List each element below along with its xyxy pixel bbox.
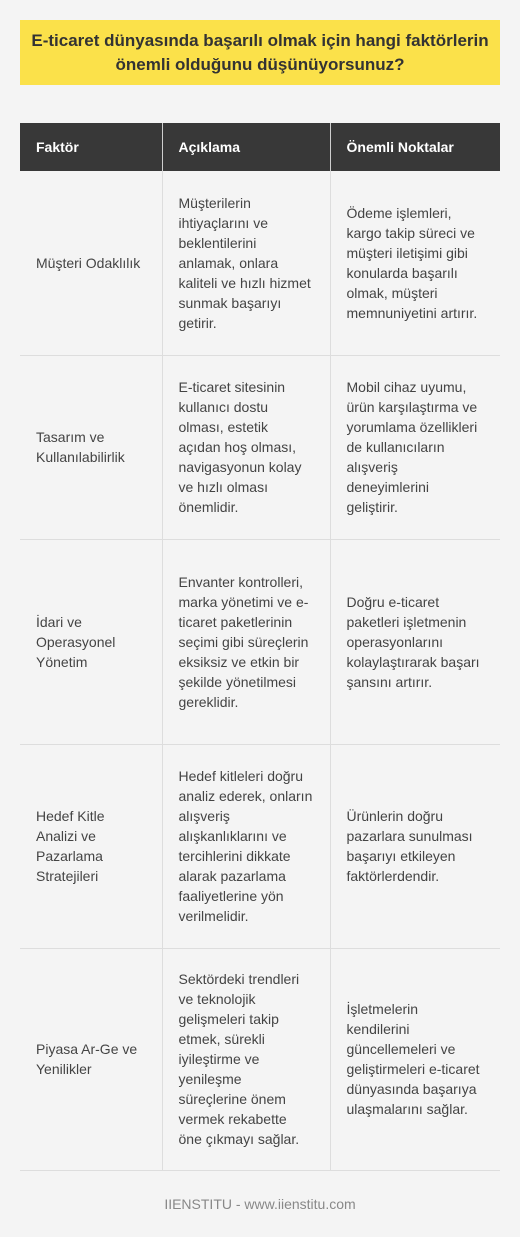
factor-cell: Piyasa Ar-Ge ve Yenilikler xyxy=(20,948,162,1170)
factor-cell: İdari ve Operasyonel Yönetim xyxy=(20,539,162,744)
notes-cell: İşletmelerin kendilerini güncellemeleri ve geliştirmeleri e-ticaret dünyasında başarıya ulaşmalarını sağlar. xyxy=(330,948,500,1170)
notes-cell: Ödeme işlemleri, kargo takip süreci ve müşteri iletişimi gibi konularda başarılı olmak, müşteri memnuniyetini artırır. xyxy=(330,171,500,355)
description-cell: Hedef kitleleri doğru analiz ederek, onların alışveriş alışkanlıklarını ve tercihlerini dikkate alarak pazarlama faaliyetlerine yön verilmelidir. xyxy=(162,744,330,948)
table-row xyxy=(20,355,500,539)
factor-cell: Hedef Kitle Analizi ve Pazarlama Stratejileri xyxy=(20,744,162,948)
notes-cell: Ürünlerin doğru pazarlara sunulması başarıyı etkileyen faktörlerdendir. xyxy=(330,744,500,948)
table-row xyxy=(20,948,500,1170)
notes-cell: Doğru e-ticaret paketleri işletmenin operasyonlarını kolaylaştırarak başarı şansını artırır. xyxy=(330,539,500,744)
header-notes: Önemli Noktalar xyxy=(330,123,500,171)
factors-table xyxy=(20,123,500,1171)
description-cell: E-ticaret sitesinin kullanıcı dostu olması, estetik açıdan hoş olması, navigasyonun kolay ve hızlı olması önemlidir. xyxy=(162,355,330,539)
description-cell: Müşterilerin ihtiyaçlarını ve beklentilerini anlamak, onlara kaliteli ve hızlı hizmet sunmak başarıyı getirir. xyxy=(162,171,330,355)
table-header-row xyxy=(20,123,500,171)
title-banner xyxy=(20,20,500,85)
table-row xyxy=(20,171,500,355)
table-row xyxy=(20,744,500,948)
factor-cell: Müşteri Odaklılık xyxy=(20,171,162,355)
header-description: Açıklama xyxy=(162,123,330,171)
footer-credit: IIENSTITU - www.iienstitu.com xyxy=(164,1196,356,1212)
factor-cell: Tasarım ve Kullanılabilirlik xyxy=(20,355,162,539)
description-cell: Envanter kontrolleri, marka yönetimi ve e-ticaret paketlerinin seçimi gibi süreçlerin eksiksiz ve etkin bir şekilde yönetilmesi gereklidir. xyxy=(162,539,330,744)
table-row xyxy=(20,539,500,744)
notes-cell: Mobil cihaz uyumu, ürün karşılaştırma ve yorumlama özellikleri de kullanıcıların alışveriş deneyimlerini geliştirir. xyxy=(330,355,500,539)
header-factor: Faktör xyxy=(20,123,162,171)
description-cell: Sektördeki trendleri ve teknolojik gelişmeleri takip etmek, sürekli iyileştirme ve yenileşme süreçlerine önem vermek rekabette öne çıkmayı sağlar. xyxy=(162,948,330,1170)
page-title: E-ticaret dünyasında başarılı olmak için hangi faktörlerin önemli olduğunu düşünüyorsunuz? xyxy=(31,30,489,74)
